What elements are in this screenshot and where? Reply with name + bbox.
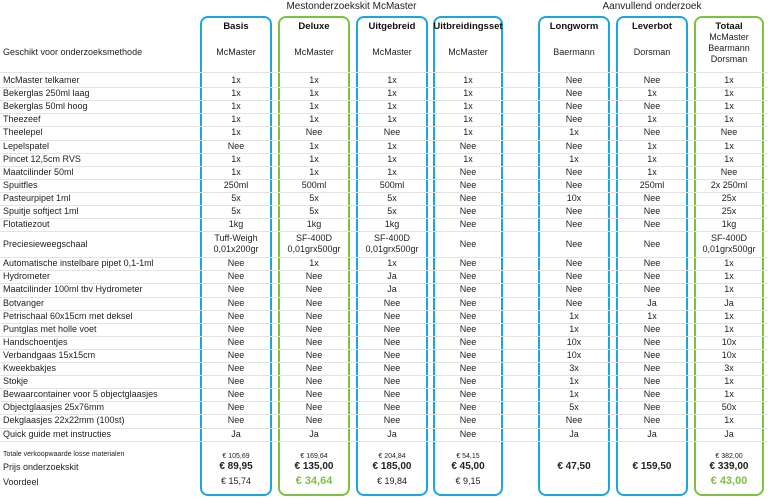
table-cell: Nee	[305, 363, 323, 374]
table-cell: 1x	[387, 166, 397, 177]
table-cell: Nee	[565, 166, 583, 177]
row-label: Automatische instelbare pipet 0,1-1ml	[3, 258, 154, 269]
table-cell: Nee	[383, 376, 401, 387]
table-cell: 5x	[569, 402, 579, 413]
table-cell: 1kg	[384, 219, 400, 230]
row-label: Flotatiezout	[3, 219, 50, 230]
row-label: Botvanger	[3, 297, 45, 308]
table-cell: Nee	[459, 363, 477, 374]
table-cell: Nee	[383, 323, 401, 334]
row-label: Bewaarcontainer voor 5 objectglaasjes	[3, 389, 158, 400]
table-cell: Nee	[565, 297, 583, 308]
column-header-uitgebreid: Uitgebreid	[368, 21, 416, 32]
column-header-deluxe: Deluxe	[298, 21, 330, 32]
row-label: Hydrometer	[3, 271, 51, 282]
table-cell: Nee	[565, 179, 583, 190]
table-cell: Nee	[459, 349, 477, 360]
table-cell: 1x	[569, 153, 579, 164]
table-cell: Nee	[383, 349, 401, 360]
table-cell: Nee	[459, 310, 477, 321]
table-cell: Nee	[565, 271, 583, 282]
row-label: Verbandgaas 15x15cm	[3, 349, 96, 360]
table-cell: 1x	[724, 88, 734, 99]
table-cell: Nee	[565, 258, 583, 269]
table-cell: Nee	[227, 297, 245, 308]
table-cell: 1kg	[228, 219, 244, 230]
table-cell: 1kg	[721, 219, 737, 230]
table-cell: 10x	[566, 336, 582, 347]
table-cell: Nee	[459, 271, 477, 282]
table-cell: Nee	[227, 336, 245, 347]
table-cell: Nee	[565, 415, 583, 426]
table-cell: Nee	[565, 284, 583, 295]
table-cell: Nee	[459, 179, 477, 190]
table-cell: Nee	[305, 376, 323, 387]
table-cell: Nee	[643, 415, 661, 426]
table-cell: 10x	[566, 192, 582, 203]
table-cell: Nee	[643, 323, 661, 334]
row-label: Theezeef	[3, 114, 41, 125]
table-cell: 1x	[569, 389, 579, 400]
table-cell: Nee	[720, 166, 738, 177]
table-cell: 1x	[231, 101, 241, 112]
table-cell: Nee	[643, 75, 661, 86]
table-cell: Nee	[227, 310, 245, 321]
table-cell: 5x	[231, 192, 241, 203]
table-cell: Nee	[305, 402, 323, 413]
totals-prijs-label: Prijs onderzoekskit	[3, 461, 79, 472]
table-cell: Nee	[643, 376, 661, 387]
table-cell: Nee	[383, 127, 401, 138]
table-cell: Nee	[459, 166, 477, 177]
table-cell: 1x	[463, 88, 473, 99]
table-cell: 10x	[566, 349, 582, 360]
row-label: Puntglas met holle voet	[3, 323, 97, 334]
table-cell: Nee	[459, 219, 477, 230]
row-label: Dekglaasjes 22x22mm (100st)	[3, 415, 125, 426]
table-cell: Nee	[565, 206, 583, 217]
table-cell: Nee	[459, 192, 477, 203]
table-cell: Nee	[459, 428, 477, 439]
prijs-value: € 89,95	[219, 460, 253, 472]
table-cell: Nee	[305, 127, 323, 138]
voordeel-value: € 43,00	[710, 474, 748, 487]
table-cell: Nee	[643, 349, 661, 360]
table-cell: 1x	[724, 310, 734, 321]
table-cell: Nee	[383, 402, 401, 413]
table-cell: 1x	[231, 153, 241, 164]
table-cell: 1x	[647, 310, 657, 321]
table-cell: 1kg	[306, 219, 322, 230]
table-cell: 1x	[231, 127, 241, 138]
table-cell: 1x	[387, 75, 397, 86]
table-cell: 1x	[647, 88, 657, 99]
table-cell: Nee	[643, 206, 661, 217]
table-cell: 1x	[309, 114, 319, 125]
table-cell: Nee	[383, 415, 401, 426]
group-title-mestonderzoekskit: Mestonderzoekskit McMaster	[286, 1, 417, 12]
table-cell: Nee	[383, 389, 401, 400]
table-cell: SF-400D 0,01grx500gr	[287, 233, 341, 255]
group-title-aanvullend: Aanvullend onderzoek	[602, 1, 702, 12]
prijs-value: € 185,00	[372, 460, 412, 472]
prijs-value: € 47,50	[557, 460, 591, 472]
table-cell: 1x	[309, 101, 319, 112]
table-cell: 1x	[724, 75, 734, 86]
row-label: Bekerglas 50ml hoog	[3, 101, 88, 112]
row-label: Lepelspatel	[3, 140, 50, 151]
table-cell: 1x	[463, 153, 473, 164]
prijs-value: € 339,00	[709, 460, 749, 472]
table-cell: 5x	[309, 192, 319, 203]
row-label: Maatcilinder 100ml tbv Hydrometer	[3, 284, 143, 295]
table-cell: Nee	[459, 402, 477, 413]
table-cell: Nee	[459, 323, 477, 334]
prijs-value: € 159,50	[632, 460, 672, 472]
table-cell: 500ml	[301, 179, 327, 190]
row-label: Pasteurpipet 1ml	[3, 192, 71, 203]
table-cell: 1x	[463, 114, 473, 125]
table-cell: 1x	[231, 114, 241, 125]
table-cell: 1x	[724, 271, 734, 282]
row-label: Handschoentjes	[3, 336, 68, 347]
table-cell: 1x	[387, 140, 397, 151]
table-cell: 3x	[569, 363, 579, 374]
table-cell: 50x	[721, 402, 737, 413]
row-label: Pincet 12,5cm RVS	[3, 153, 81, 164]
table-cell: Nee	[227, 284, 245, 295]
table-cell: Tuff-Weigh 0,01x200gr	[213, 233, 259, 255]
totals-verkoop-label: Totale verkoopwaarde losse materialen	[3, 450, 125, 458]
table-cell: 1x	[569, 376, 579, 387]
table-cell: 3x	[724, 363, 734, 374]
table-cell: Nee	[643, 101, 661, 112]
table-cell: Nee	[720, 127, 738, 138]
table-cell: 1x	[309, 166, 319, 177]
table-cell: Nee	[305, 415, 323, 426]
table-cell: Ja	[647, 428, 657, 439]
method-value: McMaster Bearmann Dorsman	[708, 32, 750, 64]
table-cell: Nee	[227, 415, 245, 426]
method-value: McMaster	[448, 47, 488, 57]
table-cell: Nee	[383, 336, 401, 347]
method-value: McMaster	[216, 47, 256, 57]
table-cell: Nee	[565, 238, 583, 249]
row-label: Stokje	[3, 376, 29, 387]
table-cell: Nee	[227, 389, 245, 400]
table-cell: Nee	[305, 284, 323, 295]
verkoop-value: € 105,69	[222, 452, 250, 460]
table-cell: 1x	[724, 389, 734, 400]
row-label: Objectglaasjes 25x76mm	[3, 402, 105, 413]
row-label: Spuitfles	[3, 179, 38, 190]
table-cell: Nee	[459, 415, 477, 426]
verkoop-value: € 54,15	[456, 452, 480, 460]
table-cell: Nee	[565, 101, 583, 112]
table-cell: 1x	[387, 101, 397, 112]
column-header-totaal: Totaal	[715, 21, 743, 32]
table-cell: 1x	[309, 140, 319, 151]
table-cell: Nee	[227, 323, 245, 334]
row-label: Petrischaal 60x15cm met deksel	[3, 310, 133, 321]
table-cell: Ja	[387, 428, 397, 439]
table-cell: 1x	[387, 153, 397, 164]
table-cell: 25x	[721, 206, 737, 217]
table-cell: Ja	[387, 284, 397, 295]
table-cell: 5x	[309, 206, 319, 217]
table-cell: Nee	[459, 206, 477, 217]
table-cell: Ja	[724, 428, 734, 439]
table-cell: 250ml	[223, 179, 249, 190]
table-cell: 1x	[724, 284, 734, 295]
row-label: Maatcilinder 50ml	[3, 166, 74, 177]
table-cell: 5x	[387, 192, 397, 203]
table-cell: 25x	[721, 192, 737, 203]
method-value: McMaster	[372, 47, 412, 57]
table-cell: Nee	[565, 114, 583, 125]
table-cell: 1x	[569, 127, 579, 138]
table-cell: Nee	[227, 349, 245, 360]
table-cell: 10x	[721, 349, 737, 360]
table-cell: 5x	[387, 206, 397, 217]
table-cell: 1x	[387, 88, 397, 99]
row-label: McMaster telkamer	[3, 75, 80, 86]
table-cell: Nee	[643, 389, 661, 400]
voordeel-value: € 9,15	[455, 475, 481, 486]
table-cell: Nee	[459, 336, 477, 347]
table-cell: 1x	[231, 166, 241, 177]
table-cell: Nee	[305, 297, 323, 308]
verkoop-value: € 169,64	[300, 452, 328, 460]
table-cell: 1x	[724, 323, 734, 334]
table-cell: Nee	[227, 271, 245, 282]
row-label: Preciesieweegschaal	[3, 238, 88, 249]
table-cell: Nee	[565, 219, 583, 230]
table-cell: 1x	[724, 415, 734, 426]
row-divider	[0, 72, 768, 73]
table-cell: Nee	[459, 238, 477, 249]
table-cell: Ja	[231, 428, 241, 439]
row-label: Kweekbakjes	[3, 363, 57, 374]
table-cell: 1x	[724, 101, 734, 112]
table-cell: Ja	[309, 428, 319, 439]
table-cell: Nee	[305, 336, 323, 347]
table-cell: Nee	[643, 336, 661, 347]
table-cell: Nee	[227, 258, 245, 269]
table-cell: 10x	[721, 336, 737, 347]
table-cell: 1x	[724, 140, 734, 151]
table-cell: Nee	[383, 310, 401, 321]
table-cell: Nee	[227, 140, 245, 151]
table-cell: 1x	[569, 310, 579, 321]
table-cell: 1x	[231, 88, 241, 99]
table-cell: Nee	[305, 349, 323, 360]
prijs-value: € 45,00	[451, 460, 485, 472]
verkoop-value: € 382,00	[715, 452, 743, 460]
table-cell: 1x	[309, 88, 319, 99]
column-header-longworm: Longworm	[549, 21, 599, 32]
table-cell: Nee	[643, 238, 661, 249]
table-cell: Ja	[724, 297, 734, 308]
table-cell: 1x	[569, 323, 579, 334]
table-cell: Nee	[643, 363, 661, 374]
row-label: Bekerglas 250ml laag	[3, 88, 90, 99]
table-cell: Nee	[383, 297, 401, 308]
row-divider	[0, 441, 768, 442]
table-cell: Nee	[565, 140, 583, 151]
row-divider	[0, 231, 768, 232]
table-cell: 1x	[463, 101, 473, 112]
table-cell: 1x	[724, 153, 734, 164]
table-cell: 5x	[231, 206, 241, 217]
method-value: Baermann	[553, 47, 595, 57]
table-cell: Nee	[565, 88, 583, 99]
table-cell: 250ml	[639, 179, 665, 190]
table-cell: Nee	[305, 389, 323, 400]
table-cell: 1x	[724, 114, 734, 125]
table-cell: Nee	[643, 402, 661, 413]
table-cell: Nee	[565, 75, 583, 86]
table-cell: Nee	[459, 376, 477, 387]
table-cell: SF-400D 0,01grx500gr	[702, 233, 756, 255]
table-cell: SF-400D 0,01grx500gr	[365, 233, 419, 255]
table-cell: Nee	[305, 271, 323, 282]
table-cell: 1x	[724, 258, 734, 269]
voordeel-value: € 19,84	[376, 475, 408, 486]
table-cell: 1x	[463, 75, 473, 86]
table-cell: Nee	[383, 363, 401, 374]
table-cell: Nee	[227, 363, 245, 374]
table-cell: Nee	[643, 284, 661, 295]
totals-voordeel-label: Voordeel	[3, 476, 39, 487]
table-cell: 1x	[387, 258, 397, 269]
table-cell: 1x	[309, 75, 319, 86]
table-cell: 500ml	[379, 179, 405, 190]
column-header-leverbot: Leverbot	[631, 21, 673, 32]
table-cell: Ja	[387, 271, 397, 282]
table-cell: Nee	[305, 310, 323, 321]
row-label: Quick guide met instructies	[3, 428, 112, 439]
table-cell: 1x	[647, 166, 657, 177]
column-header-basis: Basis	[223, 21, 249, 32]
voordeel-value: € 15,74	[220, 475, 252, 486]
table-cell: 1x	[647, 140, 657, 151]
row-label: Spuitje softject 1ml	[3, 206, 79, 217]
method-value: Dorsman	[633, 47, 671, 57]
column-header-uitbreidingsset: Uitbreidingsset	[433, 21, 503, 32]
table-cell: 1x	[647, 114, 657, 125]
row-label: Theelepel	[3, 127, 43, 138]
table-cell: Nee	[643, 219, 661, 230]
table-cell: Ja	[647, 297, 657, 308]
table-cell: Nee	[227, 402, 245, 413]
table-cell: Nee	[643, 258, 661, 269]
table-cell: Ja	[569, 428, 579, 439]
table-cell: 1x	[463, 127, 473, 138]
table-cell: 1x	[231, 75, 241, 86]
table-cell: 1x	[724, 376, 734, 387]
table-cell: Nee	[459, 140, 477, 151]
table-cell: 1x	[309, 153, 319, 164]
verkoop-value: € 204,84	[378, 452, 406, 460]
table-cell: Nee	[459, 284, 477, 295]
table-cell: Nee	[643, 127, 661, 138]
table-cell: 1x	[309, 258, 319, 269]
table-cell: Nee	[643, 271, 661, 282]
table-cell: 1x	[647, 153, 657, 164]
table-cell: 1x	[387, 114, 397, 125]
table-cell: Nee	[459, 297, 477, 308]
table-cell: Nee	[459, 258, 477, 269]
method-value: McMaster	[294, 47, 334, 57]
table-cell: Nee	[459, 389, 477, 400]
table-cell: Nee	[305, 323, 323, 334]
table-cell: 2x 250ml	[710, 179, 748, 190]
table-cell: Nee	[643, 192, 661, 203]
voordeel-value: € 34,64	[295, 474, 333, 487]
method-row-label: Geschikt voor onderzoeksmethode	[3, 47, 143, 57]
table-cell: Nee	[227, 376, 245, 387]
prijs-value: € 135,00	[294, 460, 334, 472]
